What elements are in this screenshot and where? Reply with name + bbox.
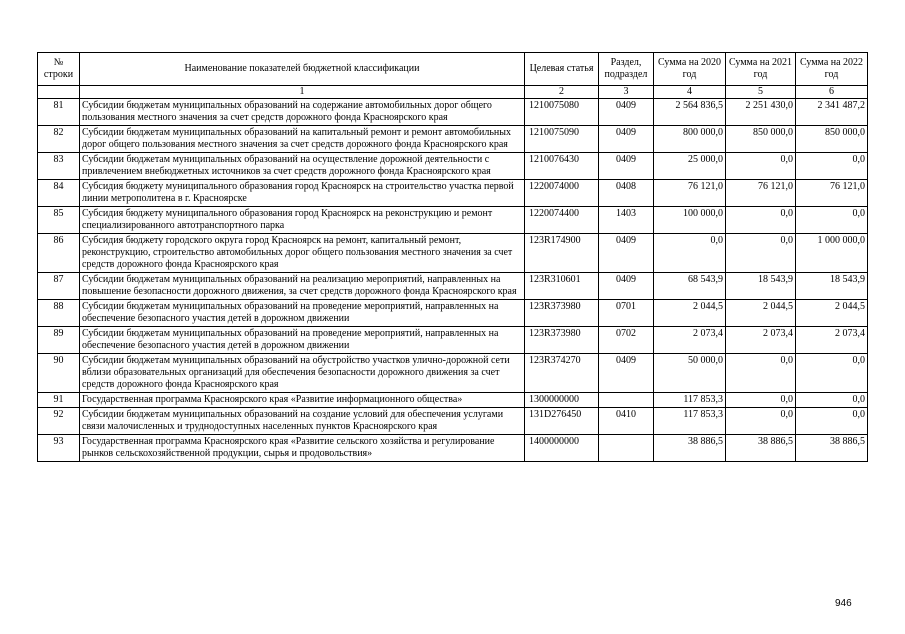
table-row [38,300,868,327]
sum-2021-cell: 0,0 [726,234,796,273]
sum-2022-cell: 38 886,5 [796,435,868,462]
section-cell: 0408 [599,180,654,207]
indicator-name-cell: Субсидии бюджетам муниципальных образований на обустройство участков улично-дорожной сети вблизи образовательных организаций для обеспечения безопасности дорожного движения за счет средств дорожного фонда Красноярского края [80,354,525,393]
header-row-no: № строки [38,53,80,86]
indicator-name-cell: Государственная программа Красноярского края «Развитие сельского хозяйства и регулирование рынков сельскохозяйственной продукции, сырья и продовольствия» [80,435,525,462]
sum-2021-cell: 2 044,5 [726,300,796,327]
sum-2021-cell: 0,0 [726,408,796,435]
target-article-cell: 123R374270 [525,354,599,393]
target-article-cell: 123R310601 [525,273,599,300]
sum-2020-cell: 50 000,0 [654,354,726,393]
indicator-name-cell: Субсидии бюджетам муниципальных образований на капитальный ремонт и ремонт автомобильных дорог общего пользования местного значения за счет средств дорожного фонда Красноярского края [80,126,525,153]
indicator-name-cell: Субсидии бюджетам муниципальных образований на проведение мероприятий, направленных на обеспечение безопасного участия детей в дорожном движении [80,300,525,327]
target-article-cell: 1300000000 [525,393,599,408]
row-number-cell: 86 [38,234,80,273]
target-article-cell: 123R373980 [525,327,599,354]
table-row [38,273,868,300]
sum-2022-cell: 18 543,9 [796,273,868,300]
row-number-cell: 93 [38,435,80,462]
column-index-cell: 3 [599,86,654,99]
indicator-name-cell: Субсидии бюджетам муниципальных образований на реализацию мероприятий, направленных на повышение безопасности дорожного движения, за счет средств дорожного фонда Красноярского края [80,273,525,300]
table-row [38,354,868,393]
indicator-name-cell: Субсидии бюджетам муниципальных образований на осуществление дорожной деятельности с привлечением внебюджетных источников за счет средств дорожного фонда Красноярского края [80,153,525,180]
header-name: Наименование показателей бюджетной классификации [80,53,525,86]
row-number-cell: 85 [38,207,80,234]
sum-2020-cell: 68 543,9 [654,273,726,300]
sum-2022-cell: 2 044,5 [796,300,868,327]
target-article-cell: 1220074400 [525,207,599,234]
sum-2020-cell: 25 000,0 [654,153,726,180]
sum-2021-cell: 0,0 [726,207,796,234]
column-index-cell: 4 [654,86,726,99]
target-article-cell: 1210075080 [525,99,599,126]
table-row [38,408,868,435]
header-target-article: Целевая статья [525,53,599,86]
column-index-cell: 6 [796,86,868,99]
sum-2021-cell: 0,0 [726,393,796,408]
row-number-cell: 83 [38,153,80,180]
table-row [38,99,868,126]
header-sum-2022: Сумма на 2022 год [796,53,868,86]
sum-2020-cell: 2 073,4 [654,327,726,354]
section-cell: 0409 [599,273,654,300]
sum-2022-cell: 0,0 [796,354,868,393]
table-row [38,435,868,462]
sum-2020-cell: 100 000,0 [654,207,726,234]
sum-2021-cell: 2 251 430,0 [726,99,796,126]
page-number: 946 [835,598,852,609]
header-section: Раздел, подраздел [599,53,654,86]
table-row [38,393,868,408]
section-cell: 0409 [599,354,654,393]
section-cell: 0409 [599,126,654,153]
sum-2021-cell: 850 000,0 [726,126,796,153]
sum-2020-cell: 800 000,0 [654,126,726,153]
sum-2021-cell: 76 121,0 [726,180,796,207]
sum-2020-cell: 0,0 [654,234,726,273]
sum-2020-cell: 2 564 836,5 [654,99,726,126]
sum-2020-cell: 117 853,3 [654,393,726,408]
header-sum-2021: Сумма на 2021 год [726,53,796,86]
row-number-cell: 89 [38,327,80,354]
sum-2022-cell: 850 000,0 [796,126,868,153]
sum-2021-cell: 18 543,9 [726,273,796,300]
indicator-name-cell: Субсидия бюджету городского округа город Красноярск на ремонт, капитальный ремонт, реконструкцию, строительство автомобильных дорог общего пользования местного значения за счет средств дорожного фонда Красноярского края [80,234,525,273]
row-number-cell: 91 [38,393,80,408]
section-cell: 0702 [599,327,654,354]
sum-2022-cell: 0,0 [796,393,868,408]
row-number-cell: 82 [38,126,80,153]
indicator-name-cell: Государственная программа Красноярского края «Развитие информационного общества» [80,393,525,408]
section-cell: 0409 [599,234,654,273]
table-row [38,180,868,207]
section-cell: 0409 [599,99,654,126]
header-sum-2020: Сумма на 2020 год [654,53,726,86]
sum-2022-cell: 2 341 487,2 [796,99,868,126]
sum-2022-cell: 0,0 [796,207,868,234]
target-article-cell: 1210075090 [525,126,599,153]
target-article-cell: 123R373980 [525,300,599,327]
target-article-cell: 123R174900 [525,234,599,273]
sum-2021-cell: 38 886,5 [726,435,796,462]
table-row [38,327,868,354]
sum-2020-cell: 117 853,3 [654,408,726,435]
table-row [38,153,868,180]
row-number-cell: 81 [38,99,80,126]
indicator-name-cell: Субсидии бюджетам муниципальных образований на создание условий для обеспечения услугами связи малочисленных и труднодоступных населенных пунктов Красноярского края [80,408,525,435]
sum-2020-cell: 76 121,0 [654,180,726,207]
table-row [38,126,868,153]
row-number-cell: 92 [38,408,80,435]
indicator-name-cell: Субсидии бюджетам муниципальных образований на содержание автомобильных дорог общего пользования местного значения за счет средств дорожного фонда Красноярского края [80,99,525,126]
indicator-name-cell: Субсидия бюджету муниципального образования город Красноярск на реконструкцию и ремонт специализированного автотранспортного парка [80,207,525,234]
table-body [38,99,868,462]
sum-2022-cell: 2 073,4 [796,327,868,354]
sum-2020-cell: 2 044,5 [654,300,726,327]
column-index-row [38,86,868,99]
section-cell: 0701 [599,300,654,327]
row-number-cell: 84 [38,180,80,207]
row-number-cell: 90 [38,354,80,393]
target-article-cell: 131D276450 [525,408,599,435]
column-index-cell [38,86,80,99]
sum-2021-cell: 0,0 [726,354,796,393]
row-number-cell: 87 [38,273,80,300]
sum-2021-cell: 2 073,4 [726,327,796,354]
sum-2022-cell: 0,0 [796,408,868,435]
sum-2022-cell: 76 121,0 [796,180,868,207]
target-article-cell: 1210076430 [525,153,599,180]
section-cell [599,435,654,462]
section-cell: 0410 [599,408,654,435]
section-cell [599,393,654,408]
column-index-cell: 2 [525,86,599,99]
sum-2022-cell: 0,0 [796,153,868,180]
indicator-name-cell: Субсидии бюджетам муниципальных образований на проведение мероприятий, направленных на обеспечение безопасного участия детей в дорожном движении [80,327,525,354]
column-index-cell: 5 [726,86,796,99]
target-article-cell: 1220074000 [525,180,599,207]
indicator-name-cell: Субсидия бюджету муниципального образования город Красноярск на строительство участка первой линии метрополитена в г. Красноярске [80,180,525,207]
sum-2021-cell: 0,0 [726,153,796,180]
table-row [38,207,868,234]
section-cell: 1403 [599,207,654,234]
section-cell: 0409 [599,153,654,180]
budget-table [37,52,868,462]
sum-2020-cell: 38 886,5 [654,435,726,462]
column-index-cell: 1 [80,86,525,99]
target-article-cell: 1400000000 [525,435,599,462]
row-number-cell: 88 [38,300,80,327]
table-row [38,234,868,273]
table-header [38,53,868,99]
sum-2022-cell: 1 000 000,0 [796,234,868,273]
